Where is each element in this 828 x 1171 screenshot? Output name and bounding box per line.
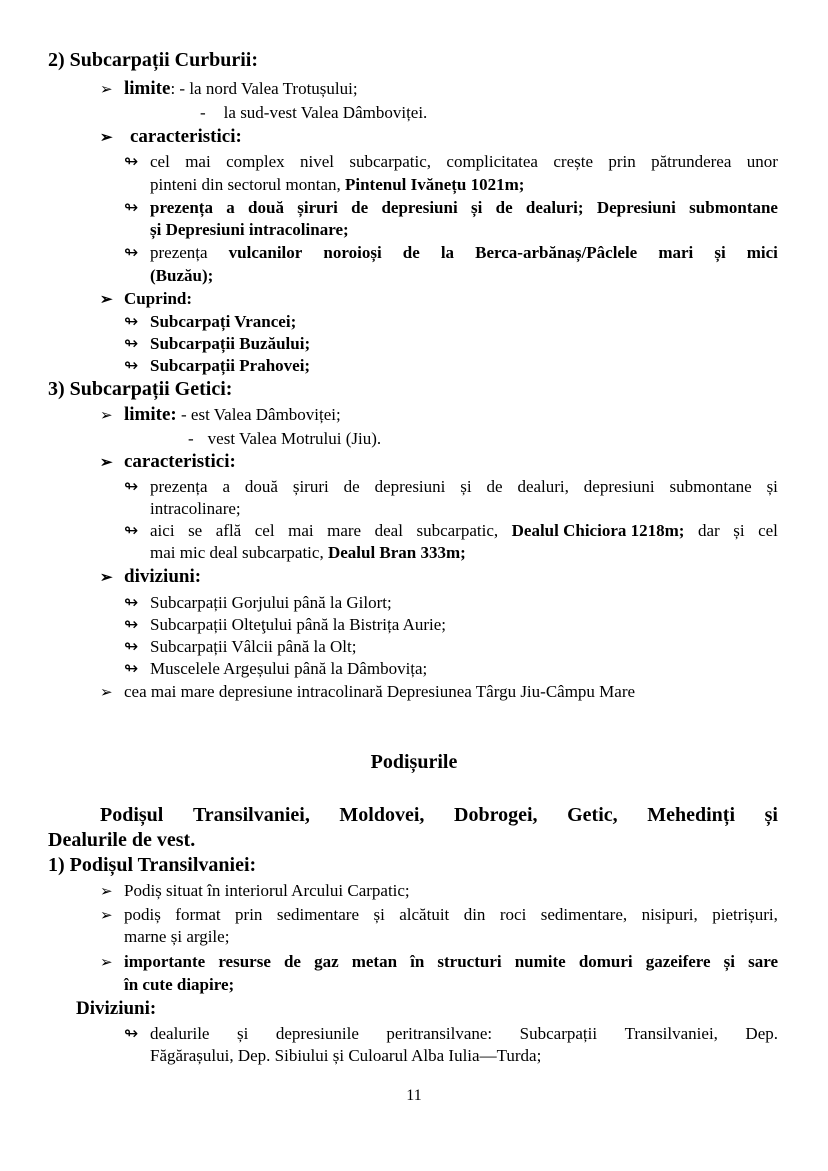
caracteristica-3-line-2: (Buzău); [150, 266, 214, 285]
diviziune-transilvaniei-line-2: Făgărașului, Dep. Sibiului și Culoarul Alba Iulia—Turda; [150, 1046, 542, 1065]
podis-item-2-line-2: marne și argile; [124, 927, 230, 946]
diviziune-transilvaniei-line-1: dealurile și depresiunile peritransilvane: Subcarpații Transilvaniei, Dep. [150, 1024, 778, 1043]
podisuri-intro-line-2: Dealurile de vest. [48, 829, 196, 851]
depresiune-text: cea mai mare depresiune intracolinară Depresiunea Târgu Jiu-Câmpu Mare [124, 682, 636, 701]
arrow-bullet-icon: ➢ [100, 82, 113, 98]
podis-item-2-line-1: podiș format prin sedimentare și alcătuit din roci sedimentare, nisipuri, pietrișuri, [124, 905, 778, 924]
limite-label: limite: [124, 404, 177, 425]
arrow-bullet-icon: ➢ [100, 908, 113, 924]
section-title-podisurile: Podișurile [370, 751, 458, 773]
arrow-bullet-icon: ➢ [100, 292, 113, 308]
limite-line-sud [200, 102, 427, 124]
hook-bullet-icon: ↬ [124, 198, 139, 217]
arrow-bullet-icon: ➢ [100, 130, 113, 146]
arrow-bullet-icon: ➢ [100, 685, 113, 701]
dash: - [188, 429, 194, 448]
hook-bullet-icon: ↬ [124, 637, 139, 656]
caracteristici-heading [100, 451, 236, 474]
arrow-bullet-icon: ➢ [100, 955, 113, 971]
caracteristica-1-line-2: pinteni din sectorul montan, Pintenul Ivănețu 1021m; [150, 175, 525, 194]
limite-est: - est Valea Dâmboviței; [181, 405, 341, 424]
podis-text: Podiș situat în interiorul Arcului Carpatic; [124, 881, 410, 900]
hook-bullet-icon: ↬ [124, 615, 139, 634]
limite-vest: vest Valea Motrului (Jiu). [207, 429, 382, 448]
diviziune-item: Muscelele Argeșului până la Dâmbovița; [150, 659, 428, 678]
caracteristici-label: caracteristici: [124, 451, 236, 472]
cuprind-item: Subcarpații Buzăului; [150, 334, 311, 353]
page-number: 11 [406, 1087, 422, 1104]
limite-nord: : - la nord Valea Trotușului; [170, 79, 358, 98]
podisuri-intro-line-1: Podișul Transilvaniei, Moldovei, Dobrogei, Getic, Mehedinți și [100, 804, 778, 826]
section-heading-curburii: 2) Subcarpații Curburii: [48, 49, 259, 71]
arrow-bullet-icon: ➢ [100, 408, 113, 424]
caracteristica-1-line-1: cel mai complex nivel subcarpatic, complicitatea crește prin pătrunderea unor [150, 152, 778, 171]
podis-item-1 [100, 880, 410, 903]
hook-bullet-icon: ↬ [124, 593, 139, 612]
hook-bullet-icon: ↬ [124, 356, 139, 375]
section-heading-transilvaniei: 1) Podișul Transilvaniei: [48, 854, 257, 876]
cuprind-item: Subcarpați Vrancei; [150, 312, 297, 331]
diviziuni-heading [100, 566, 201, 589]
section-heading-getici: 3) Subcarpații Getici: [48, 378, 233, 400]
hook-bullet-icon: ↬ [124, 477, 139, 496]
caracteristici-heading [100, 126, 242, 149]
hook-bullet-icon: ↬ [124, 521, 139, 540]
hook-bullet-icon: ↬ [124, 152, 139, 171]
caracteristica-2-line-1: prezența a două șiruri de depresiuni și de dealuri; Depresiuni submontane [150, 198, 778, 217]
limite-label: limite [124, 78, 171, 99]
limite-line-vest [188, 428, 381, 450]
cuprind-heading [100, 288, 192, 311]
hook-bullet-icon: ↬ [124, 1024, 139, 1043]
caracteristica-3-line-1: prezența vulcanilor noroioși de la Berca-arbănaș/Pâclele mari și mici [150, 243, 778, 262]
limite-line-est [100, 404, 341, 427]
arrow-bullet-icon: ➢ [100, 455, 113, 471]
getici-caracteristica-1-line-2: intracolinare; [150, 499, 241, 518]
depresiune-line [100, 681, 635, 704]
caracteristici-label: caracteristici: [130, 126, 242, 147]
hook-bullet-icon: ↬ [124, 334, 139, 353]
cuprind-item: Subcarpații Prahovei; [150, 356, 311, 375]
cuprind-label: Cuprind: [124, 289, 193, 308]
getici-caracteristica-1-line-1: prezența a două șiruri de depresiuni și de dealuri, depresiuni submontane și [150, 477, 778, 496]
getici-caracteristica-2-line-2: mai mic deal subcarpatic, Dealul Bran 333m; [150, 543, 466, 562]
dash: - [200, 103, 206, 122]
podis-item-3-line-2: în cute diapire; [124, 975, 235, 994]
limite-sud: la sud-vest Valea Dâmboviței. [223, 103, 428, 122]
limite-line-nord [100, 78, 358, 101]
hook-bullet-icon: ↬ [124, 659, 139, 678]
hook-bullet-icon: ↬ [124, 243, 139, 262]
arrow-bullet-icon: ➢ [100, 884, 113, 900]
podis-item-3-line-1: importante resurse de gaz metan în structuri numite domuri gazeifere și sare [124, 952, 778, 971]
diviziuni-heading-transilvaniei: Diviziuni: [76, 998, 157, 1019]
diviziuni-label: diviziuni: [124, 566, 202, 587]
hook-bullet-icon: ↬ [124, 312, 139, 331]
diviziune-item: Subcarpații Vâlcii până la Olt; [150, 637, 357, 656]
diviziune-item: Subcarpații Olteţului până la Bistrița Aurie; [150, 615, 447, 634]
arrow-bullet-icon: ➢ [100, 570, 113, 586]
diviziune-item: Subcarpații Gorjului până la Gilort; [150, 593, 392, 612]
caracteristica-2-line-2: și Depresiuni intracolinare; [150, 220, 349, 239]
getici-caracteristica-2-line-1: aici se află cel mai mare deal subcarpatic, Dealul Chiciora 1218m; dar și cel [150, 521, 778, 540]
